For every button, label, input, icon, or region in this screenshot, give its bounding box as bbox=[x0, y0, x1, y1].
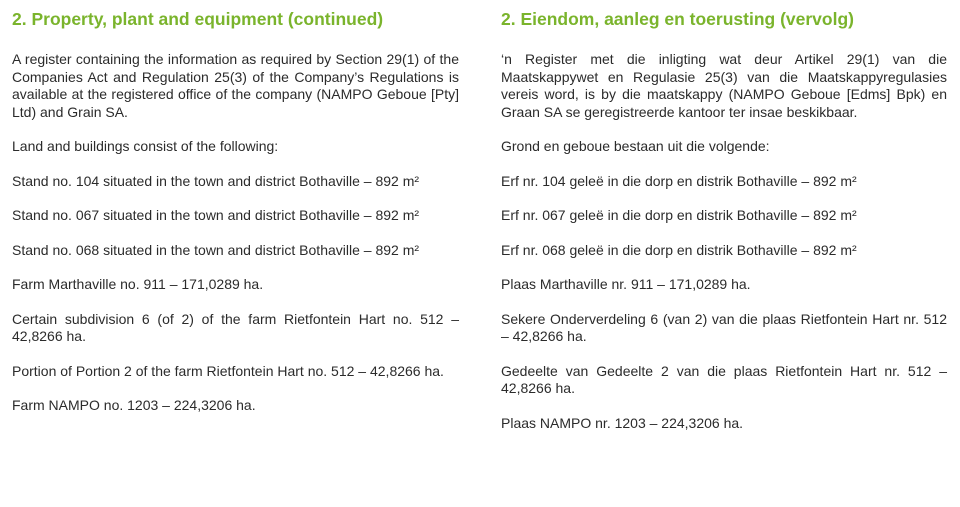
property-item: Sekere Onderverdeling 6 (van 2) van die plaas Rietfontein Hart nr. 512 – 42,8266 ha. bbox=[501, 310, 947, 344]
property-item: Portion of Portion 2 of the farm Rietfontein Hart no. 512 – 42,8266 ha. bbox=[12, 362, 444, 379]
section-heading-afrikaans: 2. Eiendom, aanleg en toerusting (vervolg) bbox=[501, 9, 854, 29]
property-item: Plaas Marthaville nr. 911 – 171,0289 ha. bbox=[501, 276, 751, 292]
property-item: Farm Marthaville no. 911 – 171,0289 ha. bbox=[12, 276, 264, 292]
land-buildings-intro: Grond en geboue bestaan uit die volgende: bbox=[501, 138, 770, 154]
land-buildings-intro: Land and buildings consist of the following: bbox=[12, 138, 279, 154]
register-paragraph: ‘n Register met die inligting wat deur Artikel 29(1) van die Maatskappywet en Regulasie 25(3) van die Maatskappyregulasies vereis word, is by die maatskappy (NAMPO Geboue [Edms] Bpk) en Graan SA se geregistreerde kantoor ter insae beskikbaar. bbox=[501, 51, 947, 120]
property-item: Farm NAMPO no. 1203 – 224,3206 ha. bbox=[12, 397, 256, 413]
property-item: Certain subdivision 6 (of 2) of the farm Rietfontein Hart no. 512 – 42,8266 ha. bbox=[12, 310, 459, 344]
afrikaans-column bbox=[501, 8, 947, 449]
property-item: Stand no. 068 situated in the town and district Bothaville – 892 m² bbox=[12, 241, 420, 258]
property-item: Erf nr. 068 geleë in die dorp en distrik Bothaville – 892 m² bbox=[501, 241, 857, 258]
property-item: Erf nr. 104 geleë in die dorp en distrik Bothaville – 892 m² bbox=[501, 172, 857, 189]
english-column bbox=[12, 8, 459, 432]
property-item: Plaas NAMPO nr. 1203 – 224,3206 ha. bbox=[501, 414, 744, 431]
property-item: Stand no. 067 situated in the town and district Bothaville – 892 m² bbox=[12, 207, 420, 223]
register-paragraph: A register containing the information as required by Section 29(1) of the Companies Act and Regulation 25(3) of the Company’s Regulations is available at the registered office of the company (NAMPO Geboue [Pty] Ltd) and Grain SA. bbox=[12, 51, 459, 120]
property-item: Erf nr. 067 geleë in die dorp en distrik Bothaville – 892 m² bbox=[501, 207, 857, 223]
section-heading-english: 2. Property, plant and equipment (continued) bbox=[12, 9, 384, 29]
property-item: Stand no. 104 situated in the town and district Bothaville – 892 m² bbox=[12, 172, 420, 189]
property-item: Gedeelte van Gedeelte 2 van die plaas Rietfontein Hart nr. 512 – 42,8266 ha. bbox=[501, 362, 947, 396]
